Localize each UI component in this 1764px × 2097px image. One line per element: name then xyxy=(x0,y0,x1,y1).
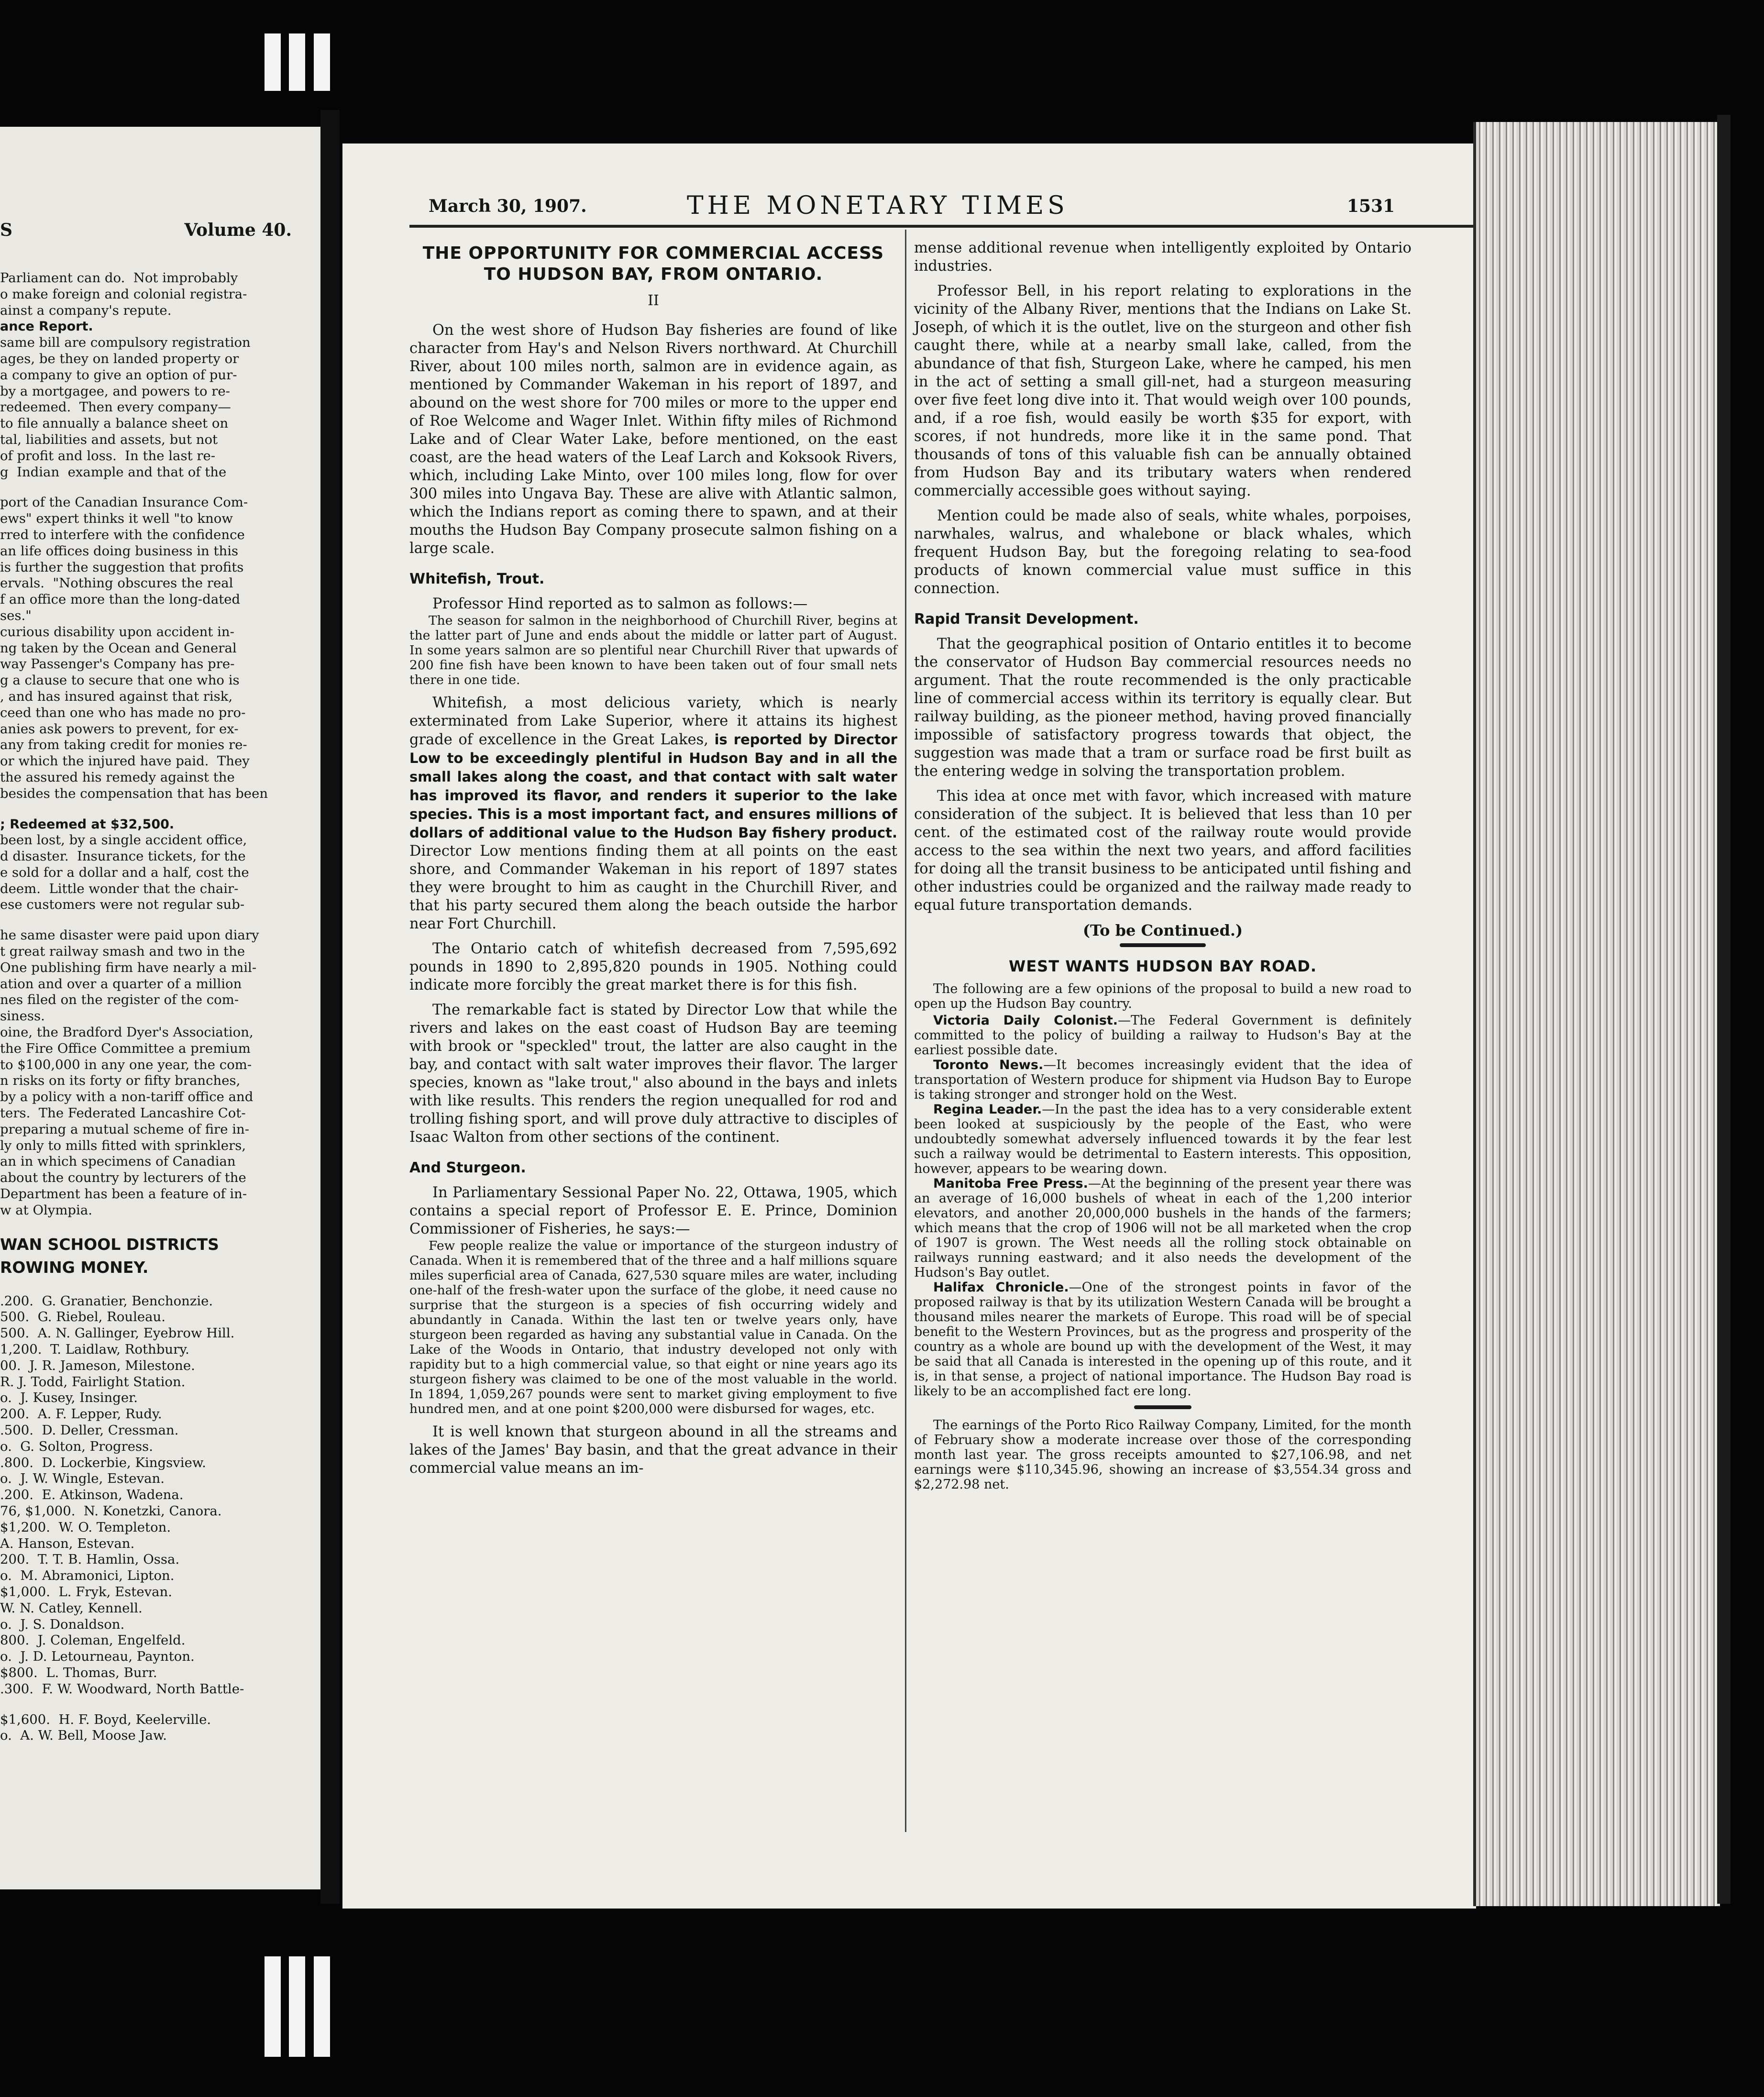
left-page-line: preparing a mutual scheme of fire in- xyxy=(0,1121,250,1137)
left-page-line: t great railway smash and two in the xyxy=(0,944,245,960)
left-page-line: ters. The Federated Lancashire Cot- xyxy=(0,1105,246,1121)
left-page-line: an life offices doing business in this xyxy=(0,543,239,559)
left-page-line: $1,000. L. Fryk, Estevan. xyxy=(0,1584,172,1600)
left-page-line: or which the injured have paid. They xyxy=(0,753,250,769)
left-page-line: 500. G. Riebel, Rouleau. xyxy=(0,1309,166,1325)
left-page-line: oine, the Bradford Dyer's Association, xyxy=(0,1025,254,1040)
left-page-volume: Volume 40. xyxy=(184,220,292,240)
paragraph: The Ontario catch of whitefish decreased from 7,595,692 pounds in 1890 to 2,895,820 pounds in 1905. Nothing could indicate more forcibly the great market there is for this fish. xyxy=(409,940,897,993)
subheading-sturgeon: And Sturgeon. xyxy=(409,1159,526,1176)
left-page-line: 200. T. T. B. Hamlin, Ossa. xyxy=(0,1552,180,1567)
left-page-line: port of the Canadian Insurance Com- xyxy=(0,495,248,510)
left-page-line: he same disaster were paid upon diary xyxy=(0,927,259,943)
film-margin-mark xyxy=(265,33,281,91)
opinion-source: Toronto News. xyxy=(933,1058,1044,1072)
section-ornament xyxy=(914,1405,1411,1409)
left-page-line: 1,200. T. Laidlaw, Rothbury. xyxy=(0,1342,189,1358)
journal-title: THE MONETARY TIMES xyxy=(687,191,1069,220)
opinion-item xyxy=(914,1102,1411,1176)
left-page-line: o make foreign and colonial registra- xyxy=(0,286,247,302)
left-page-line: by a mortgagee, and powers to re- xyxy=(0,383,230,399)
left-page-line xyxy=(0,480,311,495)
left-page-line: way Passenger's Company has pre- xyxy=(0,656,235,672)
left-page-line: ceed than one who has made no pro- xyxy=(0,705,246,720)
left-column xyxy=(409,239,897,1478)
left-page-line: ; Redeemed at $32,500. xyxy=(0,817,175,832)
book-edge xyxy=(1717,115,1731,1904)
left-page-line: W. N. Catley, Kennell. xyxy=(0,1600,143,1616)
left-page-line: ainst a company's repute. xyxy=(0,302,172,318)
article-title: WEST WANTS HUDSON BAY ROAD. xyxy=(1009,957,1317,975)
left-page-line: besides the compensation that has been xyxy=(0,785,268,801)
left-page-line: o. M. Abramonici, Lipton. xyxy=(0,1568,175,1584)
left-page-line: ews" expert thinks it well "to know xyxy=(0,511,233,527)
left-page-line: ages, be they on landed property or xyxy=(0,351,239,366)
film-margin-mark xyxy=(314,33,330,91)
left-page-line: f an office more than the long-dated xyxy=(0,592,241,607)
left-page-line: an in which specimens of Canadian xyxy=(0,1154,236,1170)
left-page-line: nes filed on the register of the com- xyxy=(0,992,239,1008)
left-page-line: ance Report. xyxy=(0,319,93,334)
left-page-line: 00. J. R. Jameson, Milestone. xyxy=(0,1358,195,1373)
article-title: THE OPPORTUNITY FOR COMMERCIAL ACCESS TO HUDSON BAY, FROM ONTARIO. xyxy=(422,243,884,284)
opinion-item xyxy=(914,1176,1411,1280)
left-page-line: $1,200. W. O. Templeton. xyxy=(0,1519,171,1535)
left-page-line: .300. F. W. Woodward, North Battle- xyxy=(0,1681,244,1697)
paragraph: In Parliamentary Sessional Paper No. 22, Ottawa, 1905, which contains a special report of Professor E. E. Prince, Dominion Commissioner of Fisheries, he says:— xyxy=(409,1184,897,1237)
left-page-line: to $100,000 in any one year, the com- xyxy=(0,1057,252,1072)
left-page-header-fragment: S xyxy=(0,220,12,240)
left-page-line: g Indian example and that of the xyxy=(0,464,227,480)
left-page-line: .200. G. Granatier, Benchonzie. xyxy=(0,1293,213,1309)
left-page-line: .500. D. Deller, Cressman. xyxy=(0,1423,179,1438)
left-page-line: g a clause to secure that one who is xyxy=(0,673,240,688)
paragraph: That the geographical position of Ontario entitles it to become the conservator of Hudson Bay commercial resources needs no argument. That the route recommended is the only practicable line of commercial access within its territory is equally clear. But railway building, as the pioneer method, having proved financially impossible of satisfactory progress towards that object, the suggestion was made that a tram or surface road be first built as the entering wedge in solving the transportation problem. xyxy=(914,636,1411,780)
left-facing-page xyxy=(0,127,322,1889)
issue-date: March 30, 1907. xyxy=(429,196,587,216)
left-page-line: been lost, by a single accident office, xyxy=(0,832,247,848)
left-page-line: , and has insured against that risk, xyxy=(0,688,233,704)
left-page-line: anies ask powers to prevent, for ex- xyxy=(0,721,239,737)
left-page-line: A. Hanson, Estevan. xyxy=(0,1535,135,1551)
block-quote: Few people realize the value or importance of the sturgeon industry of Canada. When it is remembered that of the three and a half millions square miles superficial area of Canada, 627,530 square miles are water, including one-half of the fresh-water upon the surface of the globe, it need cause no surprise that the sturgeon is a species of fish occurring widely and abundantly in Canada. Within the last ten or twelve years only, have sturgeon been regarded as having any substantial value in Canada. On the Lake of the Woods in Ontario, that industry developed not only with rapidity but to a high commercial value, so that eight or nine years ago its sturgeon fishery was claimed to be one of the most valuable in the world. In 1894, 1,059,267 pounds were sent to market giving employment to five hundred men, and at one point $200,000 were disbursed for wages, etc. xyxy=(409,1238,897,1416)
left-page-line: redeemed. Then every company— xyxy=(0,399,231,415)
paragraph: The remarkable fact is stated by Director Low that while the rivers and lakes on the east coast of Hudson Bay are teeming with brook or "speckled" trout, the latter are also caught in the bay, and contact with salt water improves their flavor. The larger species, known as "lake trout," also abound in the bays and inlets with like results. This renders the region unequalled for rod and trolling fishing sport, and will prove duly attractive to disciples of Isaac Walton from other sections of the continent. xyxy=(409,1002,897,1146)
left-page-line xyxy=(0,913,311,927)
left-page-line: .200. E. Atkinson, Wadena. xyxy=(0,1487,184,1503)
opinion-source: Manitoba Free Press. xyxy=(933,1176,1088,1191)
left-page-line xyxy=(0,1219,311,1233)
opinion-text: —It becomes increasingly evident that the idea of transportation of Western produce for shipment via Hudson Bay to Europe is taking stronger and stronger hold on the West. xyxy=(914,1058,1411,1102)
left-page-line: o. J. S. Donaldson. xyxy=(0,1616,125,1632)
column-rule xyxy=(905,230,906,1832)
opinion-text: —At the beginning of the present year there was an average of 16,000 bushels of wheat in each of the 1,200 interior elevators, and another 20,000,000 bushels in the hands of the farmers; which means that the crop of 1906 will not be all marketed when the crop of 1907 is grown. The West needs all the rolling stock obtainable on railways running eastward; and it also needs the development of the Hudson's Bay outlet. xyxy=(914,1176,1411,1280)
opinion-source: Regina Leader. xyxy=(933,1102,1042,1117)
left-page-line: d disaster. Insurance tickets, for the xyxy=(0,849,246,864)
left-page-line: Department has been a feature of in- xyxy=(0,1186,247,1202)
left-page-body xyxy=(0,270,311,1744)
left-page-line: o. J. W. Wingle, Estevan. xyxy=(0,1471,165,1487)
paragraph-text: Director Low mentions finding them at all points on the east shore, and Commander Wakeman in his report of 1897 states they were brought to him as caught in the Churchill River, and that his party secured them along the beach outside the harbor near Fort Churchill. xyxy=(409,843,897,932)
left-page-line: WAN SCHOOL DISTRICTS xyxy=(0,1235,219,1254)
left-page-line: by a policy with a non-tariff office and xyxy=(0,1089,254,1105)
left-page-line: the Fire Office Committee a premium xyxy=(0,1040,251,1056)
emphasized-text: is reported by Director Low to be exceedingly plentiful in Hudson Bay and in all the small lakes along the coast, and that contact with salt water has improved its flavor, and renders it superior to the lake species. This is a most important fact, and ensures millions of dollars of additional value to the Hudson Bay fishery product. xyxy=(409,731,897,841)
paragraph: Professor Bell, in his report relating to explorations in the vicinity of the Albany River, mentions that the Indians on Lake St. Joseph, of which it is the outlet, live on the sturgeon and other fish caught there, while at a nearby small lake, called, from the abundance of that fish, Sturgeon Lake, where he camped, his men in the act of setting a small gill-net, had a sturgeon measuring over five feet long dive into it. That would weigh over 100 pounds, and, if a roe fish, would easily be worth $35 for export, with scores, if not hundreds, more like it in the same pond. That thousands of tons of this valuable fish can be annually obtained from Hudson Bay and its tributary waters when rendered commercially accessible goes without saying. xyxy=(914,283,1411,499)
paragraph-continued: mense additional revenue when intelligently exploited by Ontario industries. xyxy=(914,240,1411,275)
left-page-line: siness. xyxy=(0,1008,45,1024)
left-page-line: tal, liabilities and assets, but not xyxy=(0,431,218,447)
opinion-text: —In the past the idea has to a very considerable extent been looked at suspiciously by the people of the East, who were undoubtedly somewhat adversely influenced towards it by the fear lest such a railway would be detrimental to Eastern interests. This opposition, however, appears to be wearing down. xyxy=(914,1102,1411,1176)
page-number: 1531 xyxy=(1347,196,1395,216)
left-page-line: ses." xyxy=(0,607,32,623)
to-be-continued: (To be Continued.) xyxy=(1082,921,1243,939)
left-page-line: 76, $1,000. N. Konetzki, Canora. xyxy=(0,1503,222,1519)
left-page-line xyxy=(0,1698,311,1712)
left-page-line: w at Olympia. xyxy=(0,1202,92,1218)
left-page-line: about the country by lecturers of the xyxy=(0,1170,246,1186)
page-stack-edge xyxy=(1473,122,1720,1906)
header-rule xyxy=(409,225,1476,228)
left-page-line: ROWING MONEY. xyxy=(0,1258,149,1277)
opinion-item xyxy=(914,1280,1411,1399)
left-page-line: rred to interfere with the confidence xyxy=(0,527,245,542)
opinion-list xyxy=(914,1013,1411,1399)
block-quote: The season for salmon in the neighborhood of Churchill River, begins at the latter part of June and ends about the middle or latter part of August. In some years salmon are so plentiful near Churchill River that upwards of 200 fine fish have been known to have been taken out of four small nets there in one tide. xyxy=(409,613,897,687)
left-page-line: ly only to mills fitted with sprinklers, xyxy=(0,1137,246,1153)
left-page-header xyxy=(0,220,320,249)
left-page-line: curious disability upon accident in- xyxy=(0,624,234,640)
subheading-whitefish-trout: Whitefish, Trout. xyxy=(409,571,545,587)
paragraph: Professor Hind reported as to salmon as follows:— xyxy=(432,596,808,612)
paragraph xyxy=(409,694,897,933)
paragraph: It is well known that sturgeon abound in all the streams and lakes of the James' Bay basin, and that the great advance in their commercial value means an im- xyxy=(409,1424,897,1477)
film-margin-mark xyxy=(289,33,305,91)
left-page-line: same bill are compulsory registration xyxy=(0,335,251,351)
paragraph: The earnings of the Porto Rico Railway Company, Limited, for the month of February show a moderate increase over those of the corresponding month last year. The gross receipts amounted to $27,106.98, and net earnings were $110,345.96, showing an increase of $3,554.34 gross and $2,272.98 net. xyxy=(914,1418,1411,1492)
left-page-line: deem. Little wonder that the chair- xyxy=(0,881,239,896)
left-page-line: ng taken by the Ocean and General xyxy=(0,640,237,656)
left-page-line: R. J. Todd, Fairlight Station. xyxy=(0,1374,186,1390)
left-page-line: One publishing firm have nearly a mil- xyxy=(0,960,257,975)
left-page-line: to file annually a balance sheet on xyxy=(0,416,229,431)
opinion-item xyxy=(914,1058,1411,1102)
left-page-line: of profit and loss. In the last re- xyxy=(0,448,216,464)
paragraph: Mention could be made also of seals, white whales, porpoises, narwhales, walrus, and whalebone or black whales, which frequent Hudson Bay, but the foregoing relating to sea-food products of known commercial value must suffice in this connection. xyxy=(914,508,1411,597)
opinion-text: —The Federal Government is definitely committed to the policy of building a railway to Hudson's Bay at the earliest possible date. xyxy=(914,1013,1411,1058)
left-page-line: ation and over a quarter of a million xyxy=(0,976,242,992)
opinion-source: Halifax Chronicle. xyxy=(933,1280,1069,1295)
film-margin-mark xyxy=(265,1956,281,2057)
left-page-line: o. J. Kusey, Insinger. xyxy=(0,1390,138,1406)
opinion-text: —One of the strongest points in favor of the proposed railway is that by its utilization Western Canada will be brought a thousand miles nearer the markets of Europe. This road will be of special benefit to the Western Provinces, but as the progress and prosperity of the country as a whole are bound up with the development of the West, it may be said that all Canada is interested in the opening up of this route, and it is, in that sense, a project of national importance. The Hudson Bay road is likely to be an accomplished fact ere long. xyxy=(914,1280,1411,1399)
running-header xyxy=(342,191,1476,225)
section-ornament xyxy=(914,943,1411,947)
left-page-line: the assured his remedy against the xyxy=(0,769,235,785)
section-number: II xyxy=(648,292,659,309)
left-page-line: o. G. Solton, Progress. xyxy=(0,1438,153,1454)
left-page-line: ese customers were not regular sub- xyxy=(0,897,245,913)
left-page-line: $800. L. Thomas, Burr. xyxy=(0,1665,157,1680)
left-page-line xyxy=(0,1279,311,1293)
left-page-line xyxy=(0,802,311,817)
left-page-line: a company to give an option of pur- xyxy=(0,367,237,383)
left-page-line: Parliament can do. Not improbably xyxy=(0,270,238,286)
film-margin-mark xyxy=(289,1956,305,2057)
right-column xyxy=(914,239,1411,1492)
left-page-line: 200. A. F. Lepper, Rudy. xyxy=(0,1406,162,1422)
left-page-line: o. J. D. Letourneau, Paynton. xyxy=(0,1649,195,1665)
left-page-line: ervals. "Nothing obscures the real xyxy=(0,575,233,591)
paragraph: This idea at once met with favor, which increased with mature consideration of the subject. It is believed that less than 10 per cent. of the estimated cost of the railway route would provide access to the sea within the next two years, and afford facilities for doing all the transit business to be anticipated until fishing and other industries could be organized and the railway made ready to equal future transportation demands. xyxy=(914,788,1411,914)
left-page-line: n risks on its forty or fifty branches, xyxy=(0,1073,241,1089)
film-margin-mark xyxy=(314,1956,330,2057)
left-page-line: o. A. W. Bell, Moose Jaw. xyxy=(0,1728,167,1744)
paragraph: On the west shore of Hudson Bay fisheries are found of like character from Hay's and Nelson Rivers northward. At Churchill River, about 100 miles north, salmon are in evidence again, as mentioned by Commander Wakeman in his report of 1897, and abound on the west shore for 700 miles or more to the upper end of Roe Welcome and Wager Inlet. Within fifty miles of Richmond Lake and of Clear Water Lake, before mentioned, on the east coast, are the head waters of the Leaf Larch and Koksook Rivers, which, including Lake Minto, over 100 miles long, flow for over 300 miles into Ungava Bay. These are alive with Atlantic salmon, which the Indians report as coming there to spawn, and at their mouths the Hudson Bay Company prosecute salmon fishing on a large scale. xyxy=(409,322,897,557)
left-page-line: .800. D. Lockerbie, Kingsview. xyxy=(0,1455,206,1470)
book-gutter xyxy=(320,110,340,1904)
left-page-line: e sold for a dollar and a half, cost the xyxy=(0,864,249,880)
main-page xyxy=(342,143,1476,1909)
left-page-line: 500. A. N. Gallinger, Eyebrow Hill. xyxy=(0,1325,235,1341)
left-page-line: $1,600. H. F. Boyd, Keelerville. xyxy=(0,1711,211,1727)
paragraph-text: Whitefish, a most delicious variety, which is nearly exterminated from Lake Superior, where it attains its highest grade of excellence in the Great Lakes, xyxy=(409,695,897,748)
opinion-item xyxy=(914,1013,1411,1058)
left-page-line: 800. J. Coleman, Engelfeld. xyxy=(0,1633,186,1648)
subheading-rapid-transit: Rapid Transit Development. xyxy=(914,611,1139,628)
paragraph: The following are a few opinions of the proposal to build a new road to open up the Hudson Bay country. xyxy=(914,982,1411,1011)
opinion-source: Victoria Daily Colonist. xyxy=(933,1013,1118,1028)
left-page-line: is further the suggestion that profits xyxy=(0,559,244,575)
left-page-line: any from taking credit for monies re- xyxy=(0,737,247,753)
